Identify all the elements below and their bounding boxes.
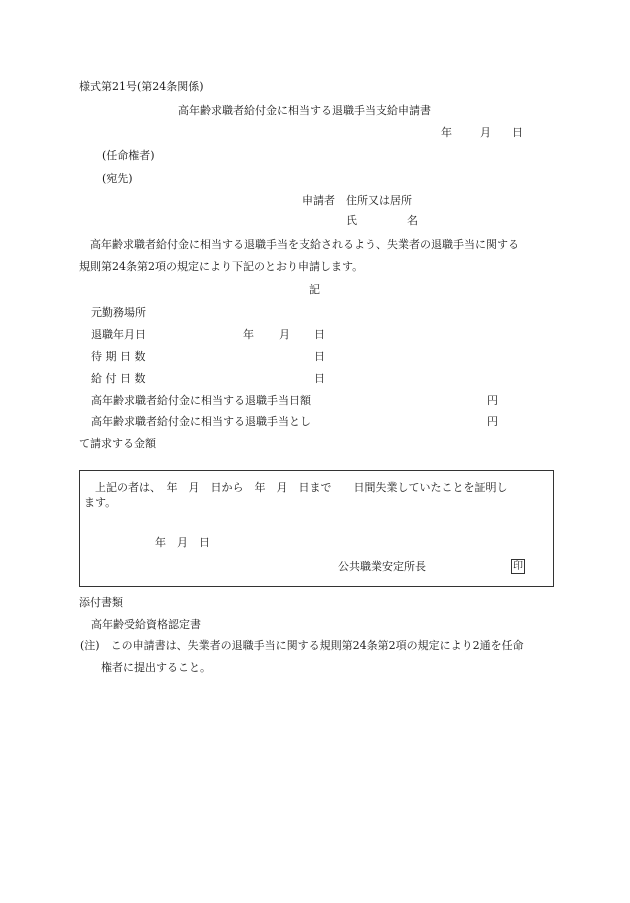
retirement-date-label: 退職年月日: [91, 328, 146, 341]
waiting-days-label: 待 期 日 数: [91, 350, 146, 363]
ki-heading: 記: [309, 283, 320, 296]
certification-line-2: ます。: [84, 496, 117, 509]
certification-office: 公共職業安定所長: [338, 560, 426, 573]
attachments-heading: 添付書類: [79, 596, 123, 609]
retirement-year: 年: [243, 328, 254, 341]
waiting-days-unit: 日: [314, 350, 325, 363]
address-label: 住所又は居所: [346, 194, 412, 207]
certification-date: 年 月 日: [155, 536, 210, 549]
retirement-day: 日: [314, 328, 325, 341]
body-line-2: 規則第24条第2項の規定により下記のとおり申請します。: [79, 260, 364, 273]
benefit-days-unit: 日: [314, 372, 325, 385]
seal-mark: 印: [513, 561, 523, 572]
certification-line-1: 上記の者は、 年 月 日から 年 月 日まで 日間失業していたことを証明し: [95, 481, 508, 494]
body-line-1: 高年齢求職者給付金に相当する退職手当を支給されるよう、失業者の退職手当に関する: [90, 238, 519, 251]
addressee-label: (宛先): [102, 172, 133, 185]
date-month: 月: [480, 126, 491, 139]
appointer-label: (任命権者): [102, 149, 155, 162]
date-year: 年: [441, 126, 452, 139]
document-title: 高年齢求職者給付金に相当する退職手当支給申請書: [178, 104, 431, 117]
name-label-second: 名: [407, 214, 418, 227]
attachments-item: 高年齢受給資格認定書: [91, 618, 201, 631]
date-day: 日: [512, 126, 523, 139]
note-line-2: 権者に提出すること。: [101, 661, 211, 674]
claim-amount-unit: 円: [487, 415, 498, 428]
applicant-label: 申請者: [302, 194, 335, 207]
form-number: 様式第21号(第24条関係): [79, 80, 204, 93]
name-label-first: 氏: [346, 214, 357, 227]
benefit-days-label: 給 付 日 数: [91, 372, 146, 385]
former-office-label: 元勤務場所: [91, 306, 146, 319]
daily-amount-label: 高年齢求職者給付金に相当する退職手当日額: [91, 394, 311, 407]
retirement-month: 月: [279, 328, 290, 341]
claim-amount-label-2: て請求する金額: [79, 437, 156, 450]
claim-amount-label-1: 高年齢求職者給付金に相当する退職手当とし: [91, 415, 311, 428]
daily-amount-unit: 円: [487, 394, 498, 407]
note-line-1: (注) この申請書は、失業者の退職手当に関する規則第24条第2項の規定により2通を任命: [80, 639, 524, 652]
